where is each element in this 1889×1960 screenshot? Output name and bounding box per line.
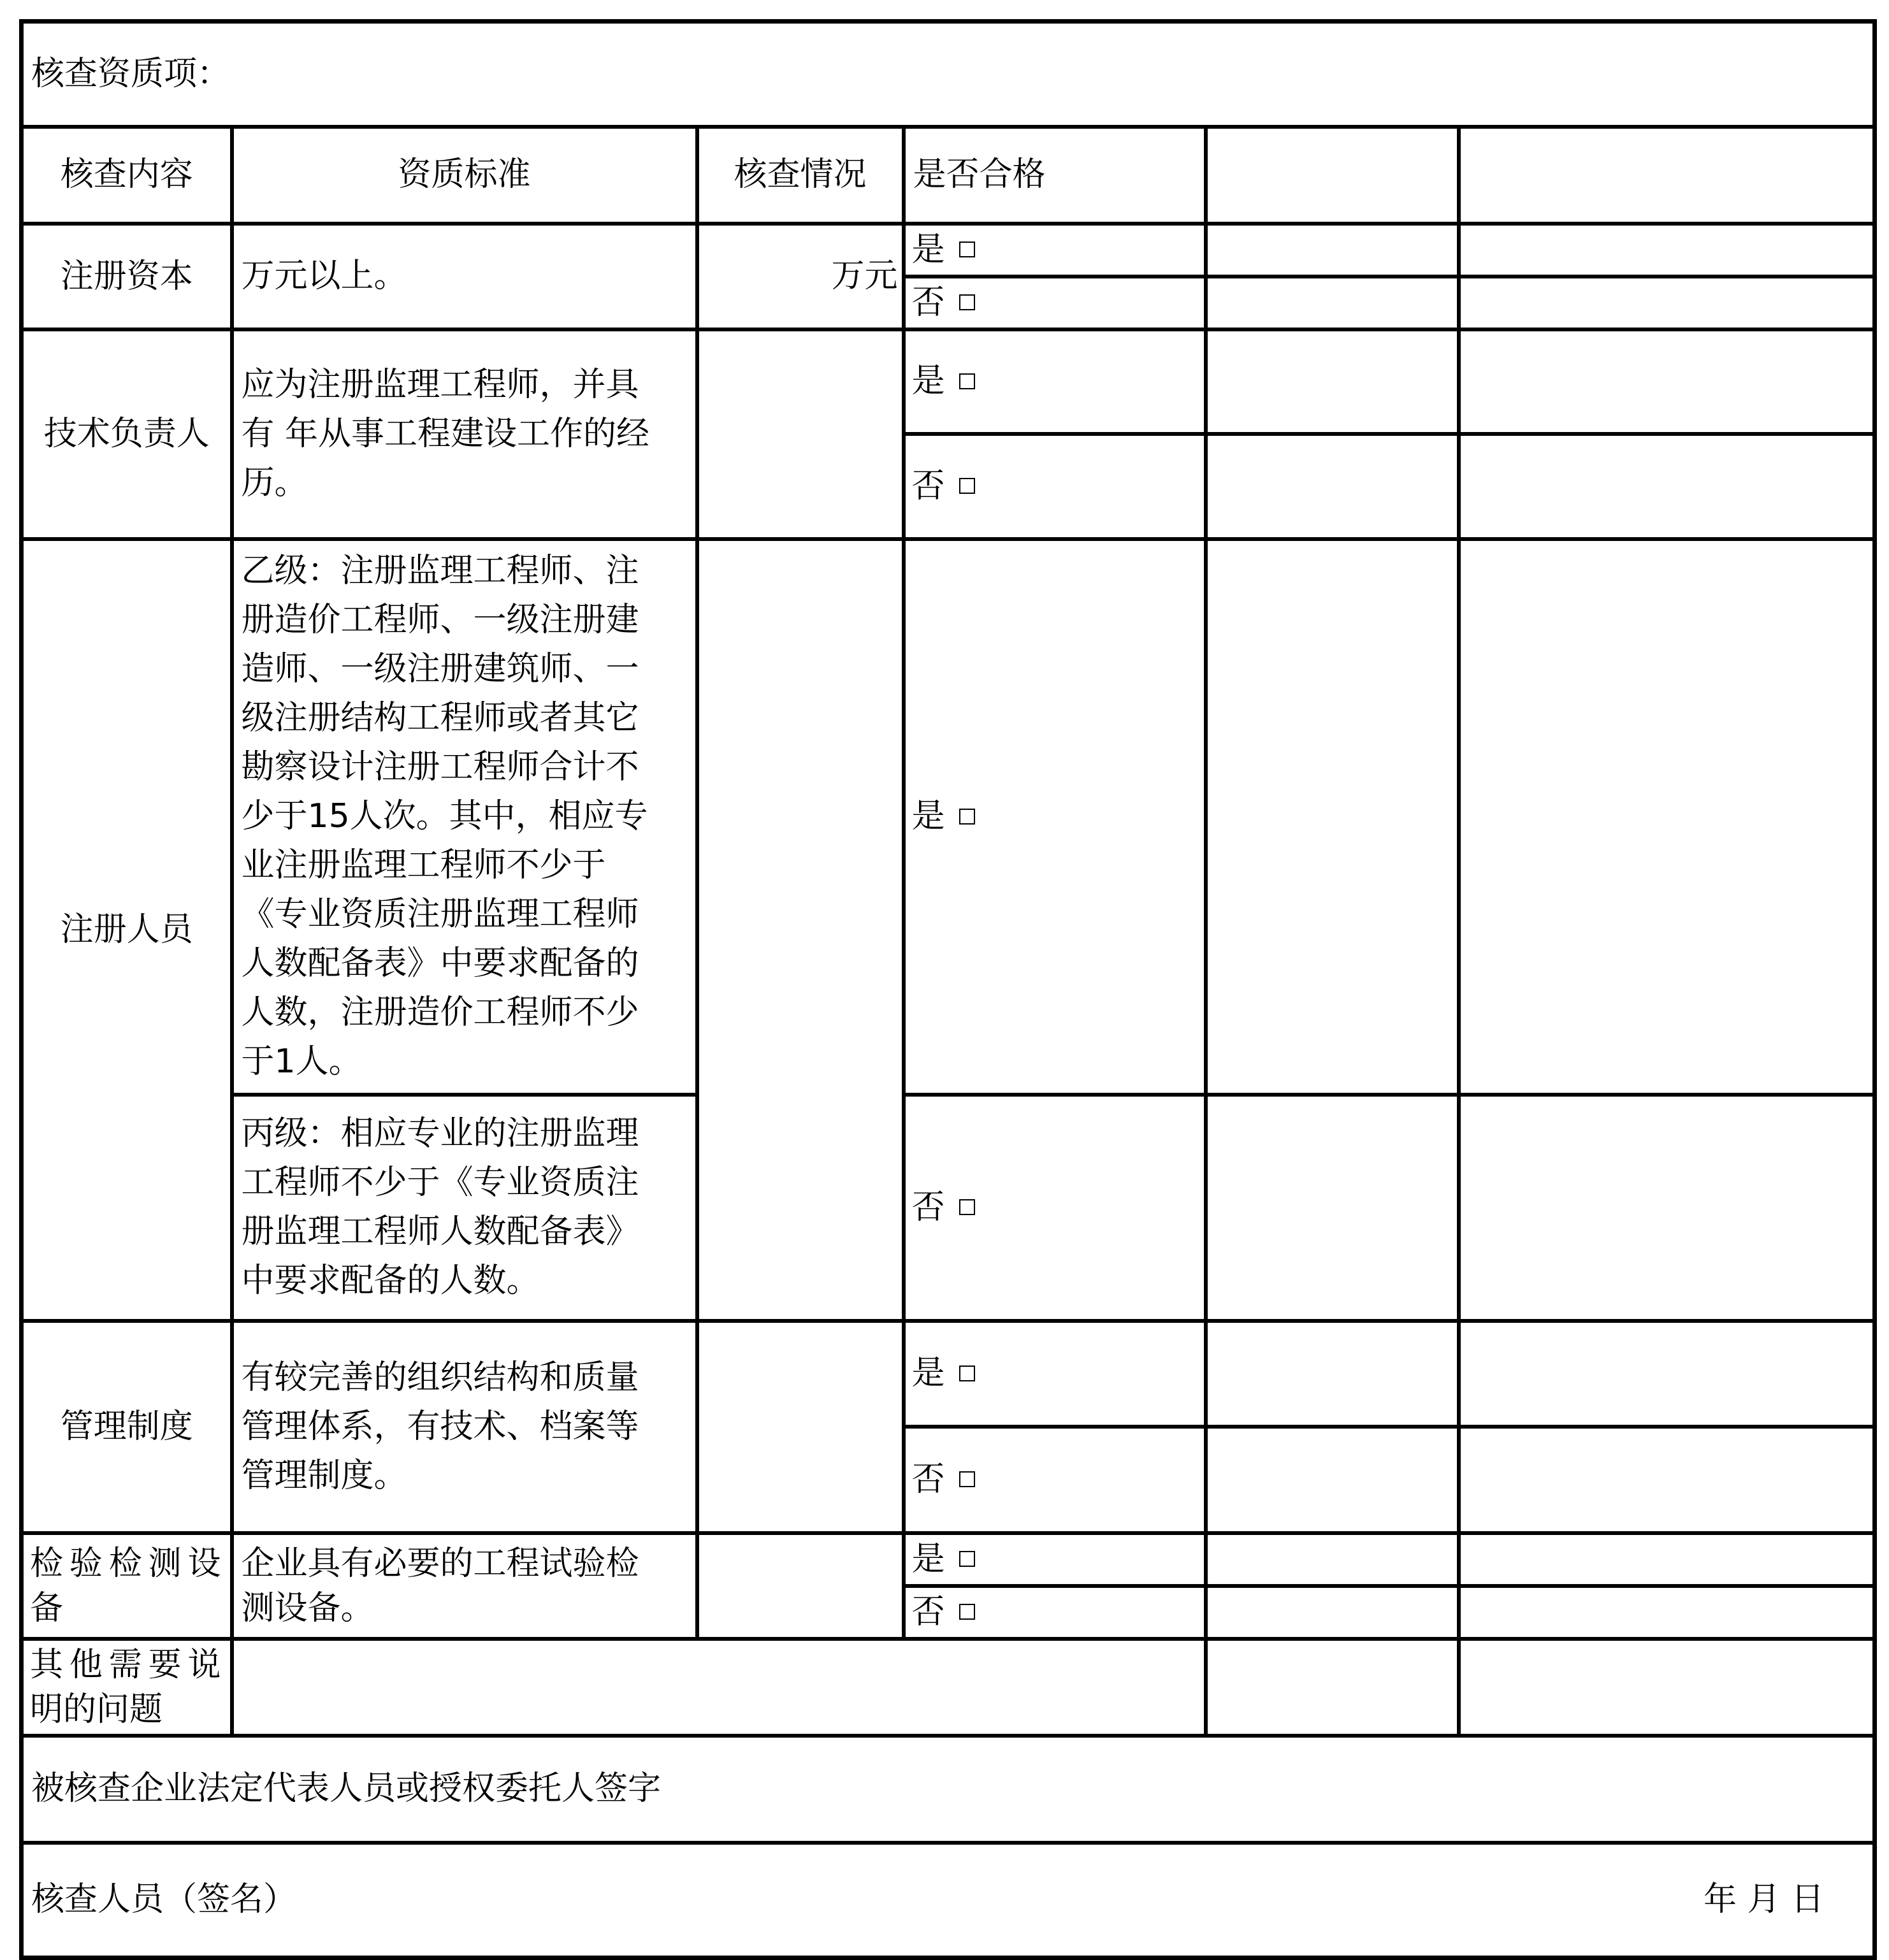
header-extra-2 [1459,127,1875,224]
equipment-qualified-yes-cell [904,1533,1206,1586]
header-standard: 资质标准 [232,127,697,224]
tech-leader-situation-blank[interactable] [697,329,904,539]
tech-leader-qualified-no-cell [904,434,1206,539]
inspector-signature-label[interactable]: 核查人员（签名） [31,1880,297,1919]
row-equipment-yes [22,1533,1875,1586]
registered-staff-qualified-no-cell [904,1095,1206,1321]
capital-no-blank-2[interactable] [1459,277,1875,329]
checkbox-icon[interactable] [959,809,975,825]
management-no-blank-2[interactable] [1459,1427,1875,1533]
header-row [22,127,1875,224]
registered-staff-no-blank-2[interactable] [1459,1095,1875,1321]
management-situation-blank[interactable] [697,1321,904,1533]
management-no-blank-1[interactable] [1206,1427,1459,1533]
qualification-check-table [19,19,1877,1960]
row-registered-staff-no [22,1095,1875,1321]
equipment-no-blank-1[interactable] [1206,1586,1459,1639]
form-title: 核查资质项： [22,22,1875,127]
row-capital-yes [22,224,1875,277]
management-qualified-no-cell [904,1427,1206,1533]
equipment-situation-blank[interactable] [697,1533,904,1639]
checkbox-icon[interactable] [959,294,975,310]
yes-label: 是 [911,230,945,269]
registered-staff-yes-blank-2[interactable] [1459,539,1875,1095]
registered-staff-situation-blank[interactable] [697,539,904,1321]
checkbox-icon[interactable] [959,478,975,494]
no-label: 否 [911,283,945,322]
tech-leader-name: 技术负责人 [22,329,232,539]
equipment-standard: 企业具有必要的工程试验检测设备。 [232,1533,697,1639]
registered-staff-qualified-yes-cell [904,539,1206,1095]
other-issues-name: 其他需要说明的问题 [22,1639,232,1736]
equipment-name: 检验检测设备 [22,1533,232,1639]
checkbox-icon[interactable] [959,1551,975,1567]
capital-name: 注册资本 [22,224,232,329]
checkbox-icon[interactable] [959,1199,975,1215]
checkbox-icon[interactable] [959,1604,975,1620]
header-qualified: 是否合格 [904,127,1206,224]
registered-staff-no-blank-1[interactable] [1206,1095,1459,1321]
capital-yes-blank-2[interactable] [1459,224,1875,277]
row-legal-rep-signature [22,1736,1875,1843]
tech-leader-qualified-yes-cell [904,329,1206,434]
yes-label: 是 [911,1539,945,1578]
management-yes-blank-1[interactable] [1206,1321,1459,1427]
registered-staff-yes-blank-1[interactable] [1206,539,1459,1095]
title-row [22,22,1875,127]
tech-leader-standard: 应为注册监理工程师，并具有 年从事工程建设工作的经历。 [232,329,697,539]
yes-label: 是 [911,362,945,400]
yes-label: 是 [911,1354,945,1392]
equipment-yes-blank-2[interactable] [1459,1533,1875,1586]
registered-staff-name: 注册人员 [22,539,232,1321]
date-label[interactable]: 年 月 日 [1704,1880,1825,1919]
equipment-no-blank-2[interactable] [1459,1586,1875,1639]
registered-staff-standard-grade-b: 乙级：注册监理工程师、注册造价工程师、一级注册建造师、一级注册建筑师、一级注册结构工程师或者其它勘察设计注册工程师合计不少于15人次。其中，相应专业注册监理工程师不少于《专业资质注册监理工程师人数配备表》中要求配备的人数，注册造价工程师不少于1人。 [232,539,697,1095]
legal-rep-signature-label[interactable]: 被核查企业法定代表人员或授权委托人签字 [22,1736,1875,1843]
capital-qualified-yes-cell [904,224,1206,277]
checkbox-icon[interactable] [959,373,975,389]
no-label: 否 [911,1592,945,1631]
capital-no-blank-1[interactable] [1206,277,1459,329]
tech-leader-yes-blank-1[interactable] [1206,329,1459,434]
no-label: 否 [911,1460,945,1499]
checkbox-icon[interactable] [959,1471,975,1487]
checkbox-icon[interactable] [959,1366,975,1381]
inspector-signature-cell [22,1843,1875,1958]
no-label: 否 [911,1188,945,1227]
capital-qualified-no-cell [904,277,1206,329]
tech-leader-yes-blank-2[interactable] [1459,329,1875,434]
checkbox-icon[interactable] [959,241,975,257]
row-other-issues [22,1639,1875,1736]
management-qualified-yes-cell [904,1321,1206,1427]
header-content: 核查内容 [22,127,232,224]
header-extra-1 [1206,127,1459,224]
yes-label: 是 [911,797,945,835]
tech-leader-no-blank-1[interactable] [1206,434,1459,539]
row-management-yes [22,1321,1875,1427]
equipment-qualified-no-cell [904,1586,1206,1639]
registered-staff-standard-grade-c: 丙级：相应专业的注册监理工程师不少于《专业资质注册监理工程师人数配备表》中要求配备的人数。 [232,1095,697,1321]
inspector-signature-wrap [24,1875,1872,1924]
header-situation: 核查情况 [697,127,904,224]
row-tech-leader-yes [22,329,1875,434]
other-issues-blank-2[interactable] [1459,1639,1875,1736]
other-issues-blank-1[interactable] [1206,1639,1459,1736]
tech-leader-no-blank-2[interactable] [1459,434,1875,539]
management-standard: 有较完善的组织结构和质量管理体系，有技术、档案等管理制度。 [232,1321,697,1533]
management-name: 管理制度 [22,1321,232,1533]
capital-situation[interactable]: 万元 [697,224,904,329]
no-label: 否 [911,466,945,505]
other-issues-blank[interactable] [232,1639,1206,1736]
row-registered-staff-yes [22,539,1875,1095]
capital-yes-blank-1[interactable] [1206,224,1459,277]
capital-standard: 万元以上。 [232,224,697,329]
equipment-yes-blank-1[interactable] [1206,1533,1459,1586]
management-yes-blank-2[interactable] [1459,1321,1875,1427]
row-inspector-signature [22,1843,1875,1958]
